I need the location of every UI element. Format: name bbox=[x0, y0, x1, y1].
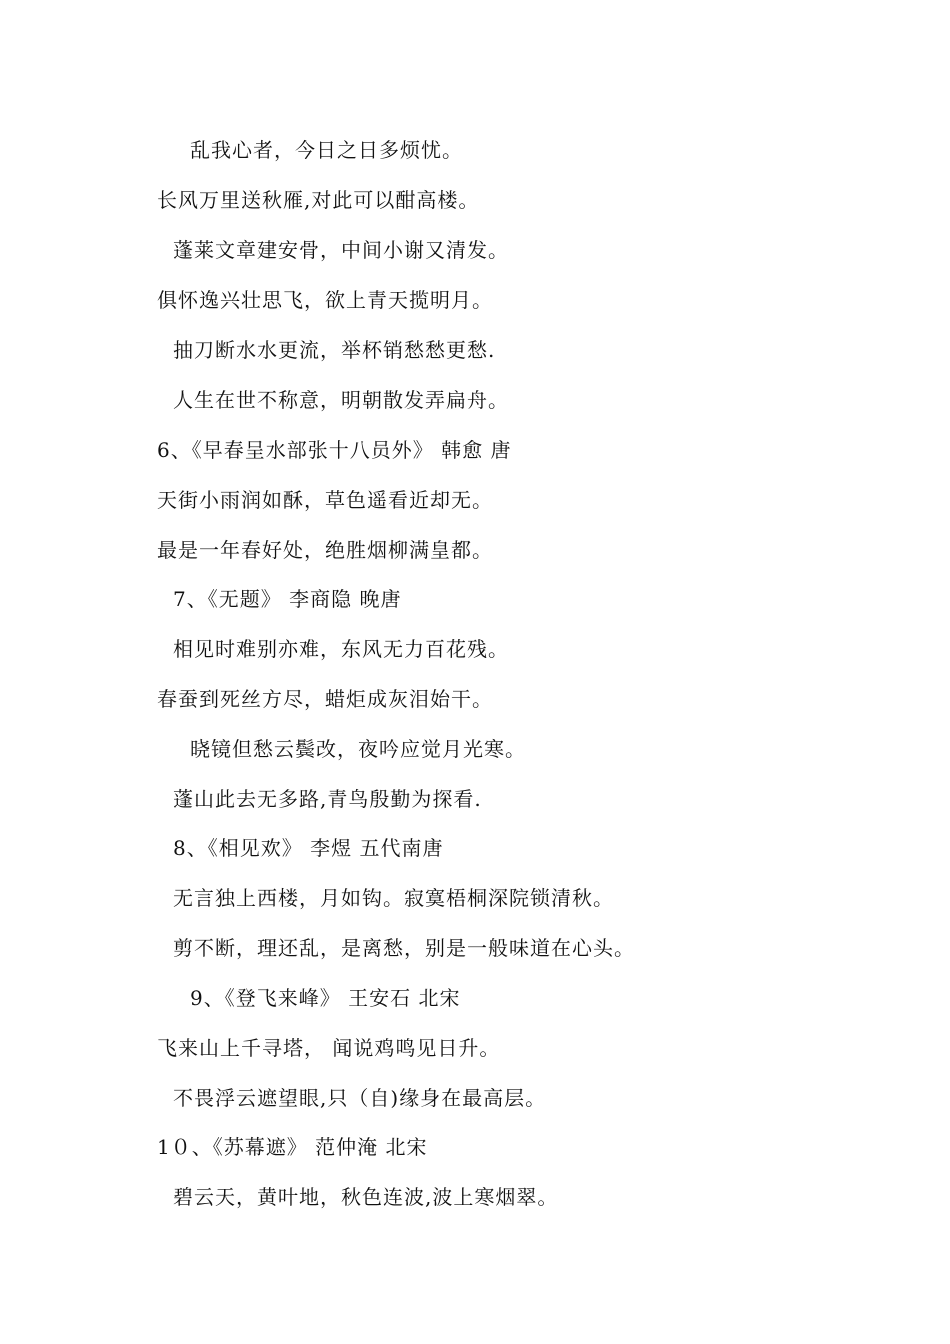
poem-line: 乱我心者，今日之日多烦忧。 bbox=[190, 138, 463, 162]
poem-line: 相见时难别亦难，东风无力百花残。 bbox=[173, 637, 509, 661]
poem-line: 人生在世不称意，明朝散发弄扁舟。 bbox=[173, 388, 509, 412]
poem-heading: 6、《早春呈水部张十八员外》 韩愈 唐 bbox=[157, 438, 512, 462]
poem-line: 不畏浮云遮望眼,只（自)缘身在最高层。 bbox=[173, 1086, 547, 1110]
poem-line: 最是一年春好处，绝胜烟柳满皇都。 bbox=[157, 538, 493, 562]
poem-line: 春蚕到死丝方尽，蜡炬成灰泪始干。 bbox=[157, 687, 493, 711]
poem-line: 俱怀逸兴壮思飞，欲上青天揽明月。 bbox=[157, 288, 493, 312]
poem-line: 飞来山上千寻塔， 闻说鸡鸣见日升。 bbox=[157, 1036, 501, 1060]
poem-line: 无言独上西楼，月如钩。寂寞梧桐深院锁清秋。 bbox=[173, 886, 614, 910]
poem-heading: 8、《相见欢》 李煜 五代南唐 bbox=[173, 836, 444, 860]
poem-line: 蓬山此去无多路,青鸟殷勤为探看. bbox=[173, 787, 482, 811]
poem-line: 抽刀断水水更流，举杯销愁愁更愁. bbox=[173, 338, 496, 362]
poem-line: 碧云天，黄叶地，秋色连波,波上寒烟翠。 bbox=[173, 1185, 559, 1209]
poem-heading: 7、《无题》 李商隐 晚唐 bbox=[173, 587, 402, 611]
poem-line: 蓬莱文章建安骨，中间小谢又清发。 bbox=[173, 238, 509, 262]
poem-heading: 1０、《苏幕遮》 范仲淹 北宋 bbox=[157, 1135, 428, 1159]
poem-line: 晓镜但愁云鬓改，夜吟应觉月光寒。 bbox=[190, 737, 526, 761]
poem-line: 剪不断，理还乱，是离愁，别是一般味道在心头。 bbox=[173, 936, 635, 960]
poem-heading: 9、《登飞来峰》 王安石 北宋 bbox=[190, 986, 461, 1010]
poem-line: 长风万里送秋雁,对此可以酣高楼。 bbox=[157, 188, 480, 212]
poem-line: 天街小雨润如酥，草色遥看近却无。 bbox=[157, 488, 493, 512]
